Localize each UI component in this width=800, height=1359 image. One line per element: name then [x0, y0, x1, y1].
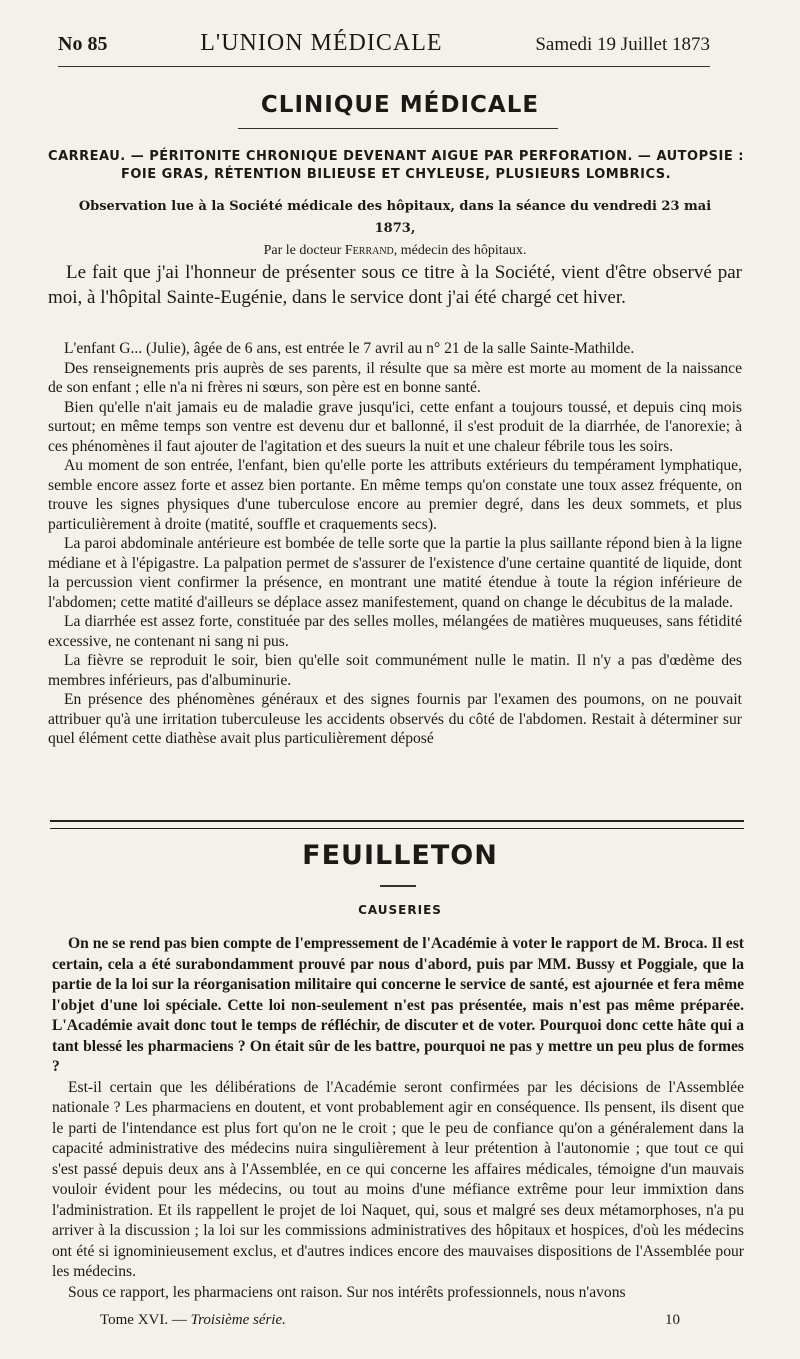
feuilleton-rule	[380, 885, 416, 887]
lead-paragraph: Le fait que j'ai l'honneur de présenter sous ce titre à la Société, vient d'être observé par moi, à l'hôpital Sainte-Eugénie, dans le service dont j'ai été chargé cet hiver.	[48, 262, 742, 308]
body-paragraph: La diarrhée est assez forte, constituée par des selles molles, mélangées de matières muqueuses, sans fétidité excessive, ne contenant ni sang ni pus.	[48, 613, 742, 650]
page-number: 10	[665, 1312, 680, 1328]
observation-line: Observation lue à la Société médicale des hôpitaux, dans la séance du vendredi 23 mai 1873,	[78, 199, 712, 236]
page-footer	[100, 1312, 680, 1329]
page-header	[58, 30, 710, 67]
issue-number: No 85	[58, 33, 108, 55]
feuilleton-paragraph: Est-il certain que les délibérations de l'Académie seront confirmées par les décisions de l'Assemblée nationale ? Les pharmaciens en doutent, et vont probablement agir en conséquence. Ils pensent, ils disent que le parti de l'intendance est plus fort qu'on ne le croit ; que le peu de confiance qu'on a généralement dans la capacité administrative des médecins nuira singulièrement à leur prétention à l'autonomie ; que tout ce qui s'est passé depuis deux ans à l'Assemblée, en ce qui concerne les affaires médicales, témoigne d'un mauvais vouloir évident pour les médecins, ou tout au moins d'une méfiance extrême pour leur immixtion dans l'administration. Et ils rappellent le projet de loi Naquet, qui, sous et malgré ses deux métamorphoses, n'a pu arriver à la discussion ; la loi sur les commissions administratives des hôpitaux et hospices, d'où les médecins ont été si ignominieusement exclus, et d'autres indices encore des mauvaises dispositions de l'Assemblée pour les médecins.	[52, 1078, 744, 1280]
issue-date: Samedi 19 Juillet 1873	[535, 34, 710, 55]
feuilleton-paragraph: On ne se rend pas bien compte de l'empressement de l'Académie à voter le rapport de M. Broca. Il est certain, cela a été surabondamment prouvé par nous d'abord, puis par MM. Bussy et Poggiale, que la partie de la loi sur la réorganisation militaire qui concerne le service de santé, est ajournée et fera même l'objet d'une loi spéciale. Cette loi non-seulement n'est pas présentée, mais n'est pas même préparée. L'Académie avait donc tout le temps de réfléchir, de discuter et de voter. Pourquoi donc cette hâte qui a tant blessé les pharmaciens ? On était sûr de les battre, pourquoi ne pas y mettre un peu plus de formes ?	[52, 935, 744, 1075]
body-paragraph: Au moment de son entrée, l'enfant, bien qu'elle porte les attributs extérieurs du tempérament lymphatique, semble encore assez forte et assez bien portante. En même temps qu'on constate une toux assez fréquente, on trouve les signes physiques d'une tuberculose encore au premier degré, dans les deux sommets, et plus particulièrement à droite (matité, souffle et craquements secs).	[48, 457, 742, 533]
feuilleton-body	[52, 934, 744, 1303]
volume-info	[100, 1312, 286, 1329]
body-paragraph: L'enfant G... (Julie), âgée de 6 ans, est entrée le 7 avril au n° 21 de la salle Sainte-Mathilde.	[64, 340, 635, 357]
body-paragraph: Des renseignements pris auprès de ses parents, il résulte que sa mère est morte au moment de la naissance de son enfant ; elle n'a ni frères ni sœurs, son père est en bonne santé.	[48, 359, 742, 396]
observation-note	[60, 196, 730, 262]
author-suffix: , médecin des hôpitaux.	[393, 243, 527, 258]
author-prefix: Par le docteur	[263, 243, 345, 258]
title-rule	[238, 128, 558, 129]
volume-label: Tome XVI. —	[100, 1312, 191, 1328]
feuilleton-title: FEUILLETON	[302, 840, 498, 871]
article-subject	[48, 148, 744, 184]
article-body	[48, 339, 742, 749]
series-label: Troisième série.	[190, 1312, 286, 1328]
feuilleton-paragraph: Sous ce rapport, les pharmaciens ont raison. Sur nos intérêts professionnels, nous n'avons	[68, 1283, 626, 1301]
body-paragraph: Bien qu'elle n'ait jamais eu de maladie grave jusqu'ici, cette enfant a toujours toussé, et depuis cinq mois surtout; en même temps son ventre est devenu dur et ballonné, il s'est produit de la diarrhée, de l'anorexie; à ces phénomènes il faut ajouter de l'agitation et des sueurs la nuit et une chaleur fébrile tous les soirs.	[48, 398, 742, 455]
section-divider	[50, 820, 744, 829]
subject-line-1: CARREAU. — PÉRITONITE CHRONIQUE DEVENANT AIGUE PAR PERFORATION. — AUTOPSIE :	[48, 149, 744, 164]
feuilleton-subtitle: CAUSERIES	[358, 903, 442, 917]
body-paragraph: En présence des phénomènes généraux et des signes fournis par l'examen des poumons, on ne pouvait attribuer qu'à une irritation tuberculeuse les accidents observés du côté de l'abdomen. Restait à déterminer sur quel élément cette diathèse avait plus particulièrement déposé	[48, 691, 742, 747]
body-paragraph: La fièvre se reproduit le soir, bien qu'elle soit communément nulle le matin. Il n'y a pas d'œdème des membres inférieurs, pas d'albuminurie.	[48, 652, 742, 689]
section-title: CLINIQUE MÉDICALE	[260, 92, 540, 118]
author-line	[60, 240, 730, 262]
body-paragraph: La paroi abdominale antérieure est bombée de telle sorte que la partie la plus saillante répond bien à la ligne médiane et à l'épigastre. La palpation permet de s'assurer de l'existence d'une certaine quantité de liquide, dont la percussion vient confirmer la présence, en montrant une matité étendue à toute la région inférieure de l'abdomen; cette matité d'ailleurs se déplace assez manifestement, quand on change le décubitus de la malade.	[48, 535, 742, 611]
subject-line-2: FOIE GRAS, RÉTENTION BILIEUSE ET CHYLEUSE, PLUSIEURS LOMBRICS.	[120, 167, 672, 182]
author-name: Ferrand	[344, 243, 394, 258]
journal-title: L'UNION MÉDICALE	[200, 30, 443, 56]
